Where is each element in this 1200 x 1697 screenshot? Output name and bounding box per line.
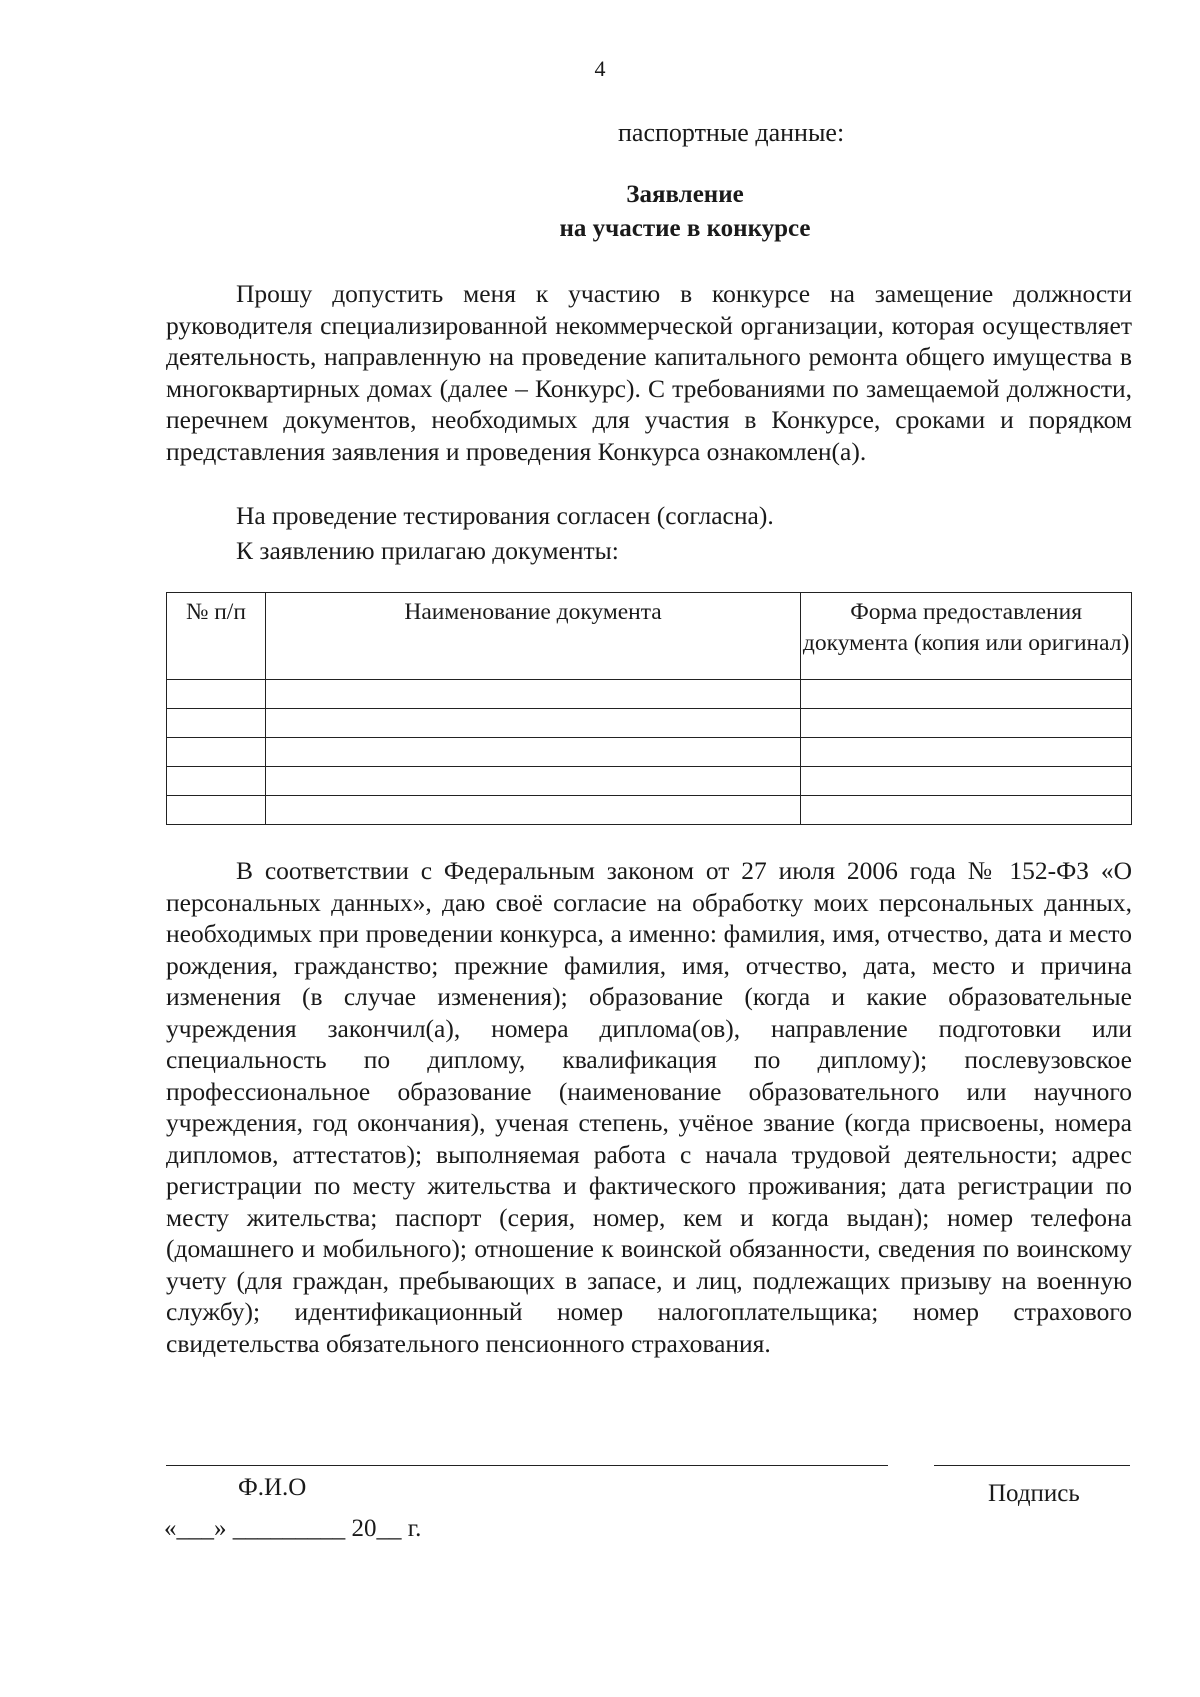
table-cell[interactable] [167, 709, 266, 738]
table-header-row [167, 593, 1132, 680]
table-row [167, 680, 1132, 709]
table-cell[interactable] [167, 767, 266, 796]
table-cell[interactable] [265, 796, 800, 825]
table-cell[interactable] [167, 680, 266, 709]
fio-underline[interactable] [166, 1465, 888, 1466]
documents-table [166, 592, 1132, 825]
table-cell[interactable] [801, 796, 1132, 825]
date-line[interactable]: «___» _________ 20__ г. [164, 1515, 422, 1542]
table-row [167, 796, 1132, 825]
title-line-2: на участие в конкурсе [559, 215, 811, 242]
table-cell[interactable] [801, 738, 1132, 767]
table-cell[interactable] [167, 738, 266, 767]
table-row [167, 767, 1132, 796]
table-cell[interactable] [801, 680, 1132, 709]
table-cell[interactable] [167, 796, 266, 825]
header-form: Форма предоставления документа (копия или оригинал) [801, 593, 1132, 680]
table-cell[interactable] [265, 680, 800, 709]
table-row [167, 738, 1132, 767]
header-number: № п/п [167, 593, 266, 680]
request-paragraph: Прошу допустить меня к участию в конкурсе на замещение должности руководителя специализированной некоммерческой организации, которая осуществляет деятельность, направленную на проведение капитального ремонта общего имущества в многоквартирных домах (далее – Конкурс). С требованиями по замещаемой должности, перечнем документов, необходимых для участия в Конкурсе, сроками и порядком представления заявления и проведения Конкурса ознакомлен(а). [166, 279, 1132, 466]
table-cell[interactable] [265, 738, 800, 767]
signature-underline[interactable] [934, 1465, 1130, 1466]
table-cell[interactable] [801, 767, 1132, 796]
testing-consent: На проведение тестирования согласен (согласна). [236, 501, 774, 530]
signature-label: Подпись [988, 1480, 1080, 1507]
header-document-name: Наименование документа [265, 593, 800, 680]
table-row [167, 709, 1132, 738]
title-line-1: Заявление [626, 181, 744, 208]
consent-paragraph: В соответствии с Федеральным законом от 27 июля 2006 года № 152-ФЗ «О персональных данных», даю своё согласие на обработку моих персональных данных, необходимых при проведении конкурса, а именно: фамилия, имя, отчество, дата и место рождения, гражданство; прежние фамилия, имя, отчество, дата, место и причина изменения (в случае изменения); образование (когда и какие образовательные учреждения закончил(а), номера диплома(ов), направление подготовки или специальность по диплому, квалификация по диплому); послевузовское профессиональное образование (наименование образовательного или научного учреждения, год окончания), ученая степень, учёное звание (когда присвоены, номера дипломов, аттестатов); выполняемая работа с начала трудовой деятельности; адрес регистрации по месту жительства и фактического проживания; дата регистрации по месту жительства; паспорт (серия, номер, кем и когда выдан); номер телефона (домашнего и мобильного); отношение к воинской обязанности, сведения по воинскому учету (для граждан, пребывающих в запасе, и лиц, подлежащих призыву на военную службу); идентификационный номер налогоплательщика; номер страхового свидетельства обязательного пенсионного страхования. [166, 856, 1132, 1358]
table-cell[interactable] [801, 709, 1132, 738]
table-cell[interactable] [265, 709, 800, 738]
attach-label: К заявлению прилагаю документы: [236, 536, 619, 565]
page-number: 4 [594, 56, 606, 81]
document-title [0, 178, 1200, 246]
table-cell[interactable] [265, 767, 800, 796]
passport-data-label: паспортные данные: [618, 118, 845, 147]
fio-label: Ф.И.О [238, 1474, 307, 1501]
